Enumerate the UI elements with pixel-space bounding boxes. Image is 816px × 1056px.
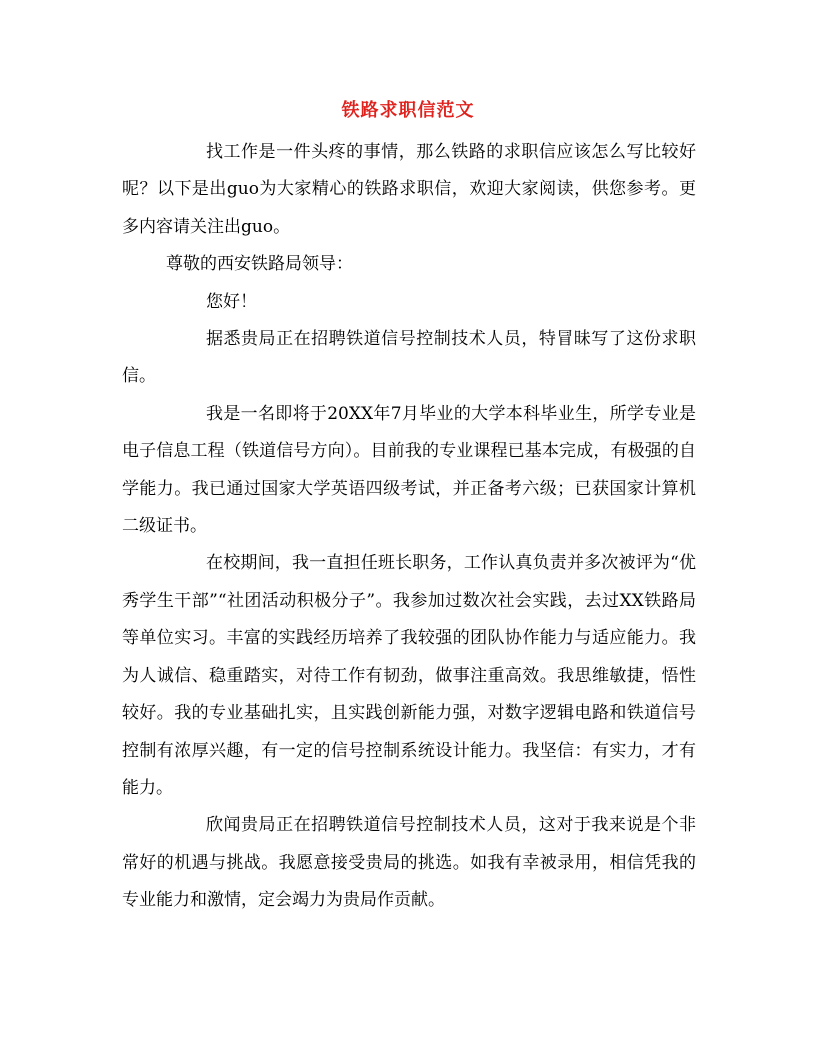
greeting: 您好！ xyxy=(206,291,257,312)
document-body xyxy=(122,134,696,920)
intro-paragraph: 找工作是一件头疼的事情，那么铁路的求职信应该怎么写比较好呢？以下是出guo为大家精心的铁路求职信，欢迎大家阅读，供您参考。更多内容请关注出guo。 xyxy=(122,142,696,237)
salutation: 尊敬的西安铁路局领导： xyxy=(166,254,353,275)
body-paragraph: 据悉贵局正在招聘铁道信号控制技术人员，特冒昧写了这份求职信。 xyxy=(122,329,696,387)
document-title: 铁路求职信范文 xyxy=(341,100,475,121)
body-paragraph: 欣闻贵局正在招聘铁道信号控制技术人员，这对于我来说是个非常好的机遇与挑战。我愿意接受贵局的挑选。如我有幸被录用，相信凭我的专业能力和激情，定会竭力为贵局作贡献。 xyxy=(122,815,696,911)
body-paragraph: 在校期间，我一直担任班长职务，工作认真负责并多次被评为“优秀学生干部”“社团活动积极分子”。我参加过数次社会实践，去过XX铁路局等单位实习。丰富的实践经历培养了我较强的团队协作能力与适应能力。我为人诚信、稳重踏实，对待工作有韧劲，做事注重高效。我思维敏捷，悟性较好。我的专业基础扎实，且实践创新能力强，对数字逻辑电路和铁道信号控制有浓厚兴趣，有一定的信号控制系统设计能力。我坚信：有实力，才有能力。 xyxy=(122,553,696,798)
body-paragraph: 我是一名即将于20XX年7月毕业的大学本科毕业生，所学专业是电子信息工程（铁道信号方向）。目前我的专业课程已基本完成，有极强的自学能力。我已通过国家大学英语四级考试，并正备考六级；已获国家计算机二级证书。 xyxy=(122,403,696,537)
